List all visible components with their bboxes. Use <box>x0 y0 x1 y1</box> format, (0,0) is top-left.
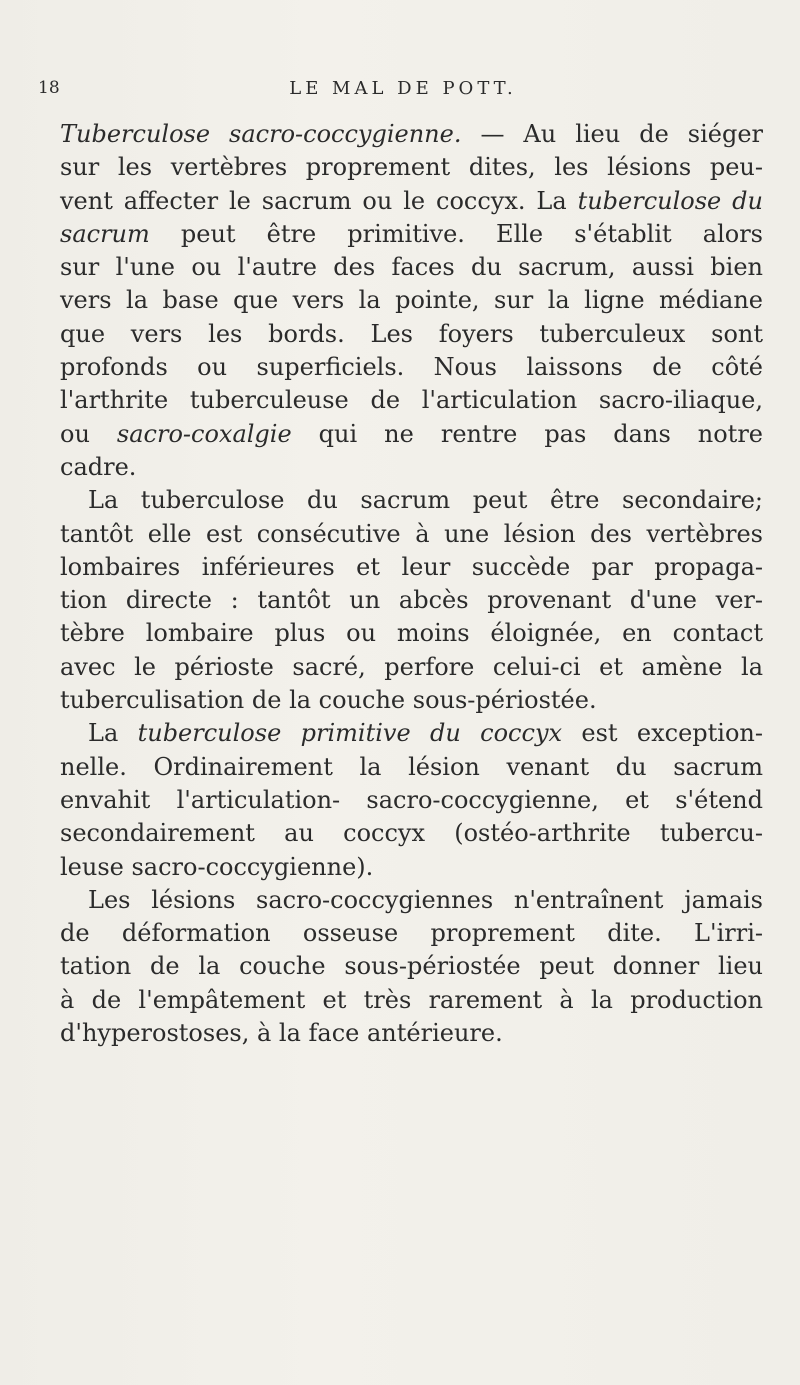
text-run: peut être primitive. Elle s'établit alors <box>149 219 763 248</box>
text-run: nelle. Ordinairement la lésion venant du sacrum <box>60 752 763 781</box>
text-run: l'arthrite tuberculeuse de l'articulation sacro-iliaque, <box>60 386 763 415</box>
text-line <box>60 784 763 817</box>
text-line <box>60 751 763 784</box>
text-run: à de l'empâtement et très rarement à la production <box>60 985 763 1014</box>
text-run: La tuberculose du sacrum peut être secondaire; <box>88 486 763 515</box>
text-line <box>60 984 763 1017</box>
italic-text: tuberculose primitive du coccyx <box>137 719 563 748</box>
text-run: tion directe : tantôt un abcès provenant d'une ver- <box>60 586 763 615</box>
text-run: est exception- <box>562 719 763 748</box>
page-header <box>38 78 768 108</box>
italic-text: sacro-coxalgie <box>116 419 292 448</box>
text-run: lombaires inférieures et leur succède par propaga- <box>60 552 763 581</box>
italic-text: tuberculose du <box>577 186 763 215</box>
text-line <box>60 118 763 151</box>
text-run: de déformation osseuse proprement dite. L'irri- <box>60 919 763 948</box>
text-run: La <box>88 719 138 748</box>
text-run: avec le périoste sacré, perfore celui-ci et amène la <box>60 652 763 681</box>
text-run: tation de la couche sous-périostée peut donner lieu <box>60 952 763 981</box>
text-line <box>60 484 763 517</box>
text-run: que vers les bords. Les foyers tuberculeux sont <box>60 319 763 348</box>
page-number: 18 <box>38 78 60 98</box>
text-run: d'hyperostoses, à la face antérieure. <box>60 1019 503 1048</box>
text-line <box>60 318 763 351</box>
text-line <box>60 284 763 317</box>
text-line <box>60 684 763 717</box>
running-head: LE MAL DE POTT. <box>289 78 517 99</box>
text-run: qui ne rentre pas dans notre <box>291 419 763 448</box>
text-run: sur les vertèbres proprement dites, les lésions peu- <box>60 153 763 182</box>
italic-text: Tuberculose sacro-coccygienne. <box>60 120 462 148</box>
text-line <box>60 251 763 284</box>
text-run: leuse sacro-coccygienne). <box>60 852 374 881</box>
text-line <box>60 651 763 684</box>
italic-text: sacrum <box>60 219 150 248</box>
body-text <box>60 118 763 1050</box>
text-run: tantôt elle est consécutive à une lésion des vertèbres <box>60 519 763 548</box>
text-run: envahit l'articulation- sacro-coccygienne, et s'étend <box>60 785 763 814</box>
text-run: cadre. <box>60 452 137 481</box>
text-line <box>60 551 763 584</box>
text-line <box>60 151 763 184</box>
text-line <box>60 851 763 884</box>
text-run: — Au lieu de siéger <box>461 120 763 148</box>
text-line <box>60 584 763 617</box>
text-line <box>60 218 763 251</box>
text-line <box>60 617 763 650</box>
text-line <box>60 817 763 850</box>
text-run: sur l'une ou l'autre des faces du sacrum, aussi bien <box>60 253 763 282</box>
text-run: ou <box>60 419 117 448</box>
text-line <box>60 518 763 551</box>
text-line <box>60 917 763 950</box>
text-run: vent affecter le sacrum ou le coccyx. La <box>60 186 578 215</box>
text-run: Les lésions sacro-coccygiennes n'entraînent jamais <box>88 885 763 914</box>
text-line <box>60 384 763 417</box>
text-line <box>60 1017 763 1050</box>
text-line <box>60 185 763 218</box>
text-line <box>60 418 763 451</box>
text-run: secondairement au coccyx (ostéo-arthrite tubercu- <box>60 819 763 848</box>
text-line <box>60 950 763 983</box>
text-run: tèbre lombaire plus ou moins éloignée, en contact <box>60 619 763 648</box>
text-line <box>60 451 763 484</box>
text-run: tuberculisation de la couche sous-périostée. <box>60 686 597 715</box>
text-run: profonds ou superficiels. Nous laissons de côté <box>60 353 763 382</box>
text-line <box>60 884 763 917</box>
text-line <box>60 351 763 384</box>
text-run: vers la base que vers la pointe, sur la ligne médiane <box>60 286 763 315</box>
text-line <box>60 717 763 750</box>
